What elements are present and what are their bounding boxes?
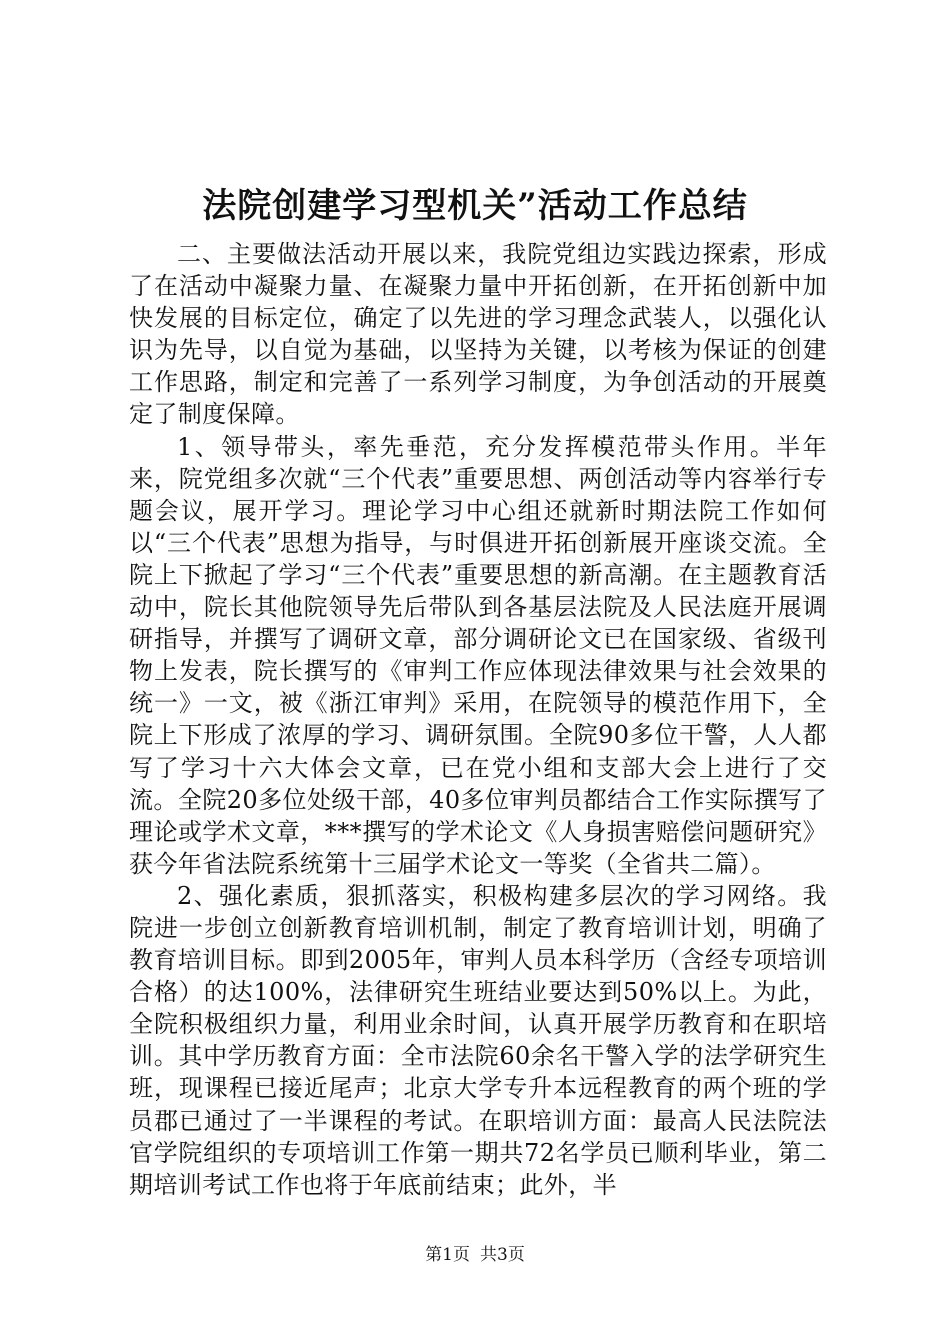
document-body xyxy=(129,238,827,1201)
paragraph-main-approach: 二、主要做法活动开展以来，我院党组边实践边探索，形成了在活动中凝聚力量、在凝聚力量中开拓创新，在开拓创新中加快发展的目标定位，确定了以先进的学习理念武装人，以强化认识为先导，以自觉为基础，以坚持为关键，以考核为保证的创建工作思路，制定和完善了一系列学习制度，为争创活动的开展奠定了制度保障。 xyxy=(129,240,827,429)
page-number: 第1页 xyxy=(425,1245,470,1265)
document-title: 法院创建学习型机关”活动工作总结 xyxy=(202,186,748,226)
paragraph-training: 2、强化素质，狠抓落实，积极构建多层次的学习网络。我院进一步创立创新教育培训机制，制定了教育培训计划，明确了教育培训目标。即到2005年，审判人员本科学历（含经专项培训合格）的达100%，法律研究生班结业要达到50%以上。为此，全院积极组织力量，利用业余时间，认真开展学历教育和在职培训。其中学历教育方面：全市法院60余名干警入学的法学研究生班，现课程已接近尾声；北京大学专升本远程教育的两个班的学员郡已通过了一半课程的考试。在职培训方面：最高人民法院法官学院组织的专项培训工作第一期共72名学员已顺利毕业，第二期培训考试工作也将于年底前结束；此外，半 xyxy=(129,881,827,1199)
paragraph-leadership: 1、领导带头，率先垂范，充分发挥模范带头作用。半年来，院党组多次就“三个代表”重要思想、两创活动等内容举行专题会议，展开学习。理论学习中心组还就新时期法院工作如何以“三个代表”思想为指导，与时俱进开拓创新展开座谈交流。全院上下掀起了学习“三个代表”重要思想的新高潮。在主题教育活动中，院长其他院领导先后带队到各基层法院及人民法庭开展调研指导，并撰写了调研文章，部分调研论文已在国家级、省级刊物上发表，院长撰写的《审判工作应体现法律效果与社会效果的统一》一文，被《浙江审判》采用，在院领导的模范作用下，全院上下形成了浓厚的学习、调研氛围。全院90多位干警，人人都写了学习十六大体会文章，已在党小组和支部大会上进行了交流。全院20多位处级干部，40多位审判员都结合工作实际撰写了理论或学术文章，***撰写的学术论文《人身损害赔偿问题研究》获今年省法院系统第十三届学术论文一等奖（全省共二篇）。 xyxy=(129,432,827,878)
page-footer xyxy=(0,1242,950,1268)
page-total: 共3页 xyxy=(480,1245,525,1265)
